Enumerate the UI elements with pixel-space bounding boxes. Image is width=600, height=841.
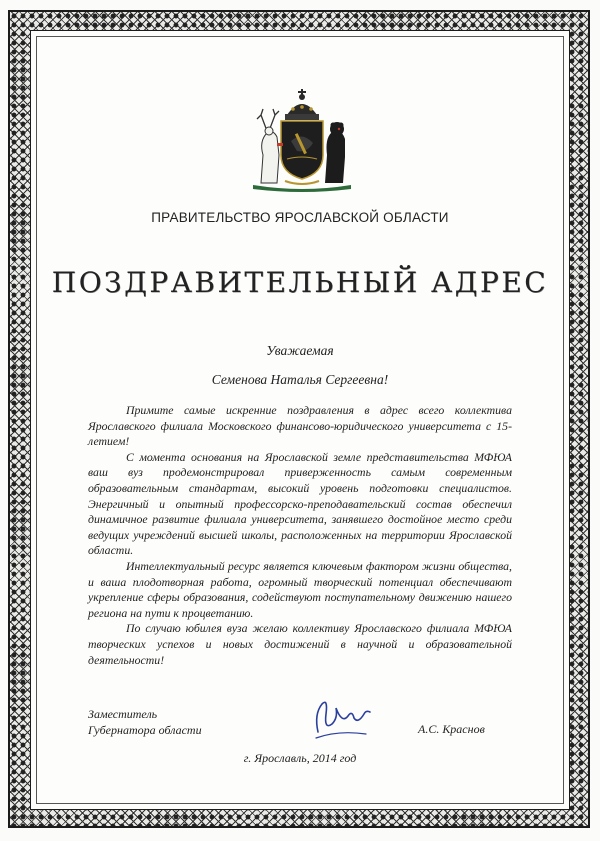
shield-icon — [281, 121, 323, 179]
document-title: ПОЗДРАВИТЕЛЬНЫЙ АДРЕС — [51, 266, 549, 299]
position-line: Губернатора области — [88, 723, 202, 737]
paragraph: По случаю юбилея вуза желаю коллективу Ярославского филиала МФЮА творческих успехов и новых достижений в научной и образовательной деятельности! — [88, 621, 512, 667]
paragraph: Интеллектуальный ресурс является ключевым фактором жизни общества, и ваша плодотворная работа, огромный творческий потенциал обеспечивают укрепление сферы образования, содействуют поступательному движению нашего региона на пути к процветанию. — [88, 558, 512, 620]
addressee-name: Семенова Наталья Сергеевна! — [211, 372, 389, 387]
position-line: Заместитель — [88, 707, 158, 721]
signatory-position — [88, 706, 202, 738]
crown-icon — [285, 89, 319, 120]
paragraph: С момента основания на Ярославской земле представительства МФЮА ваш вуз продемонстрировал приверженность самым современным образовательным стандартам, высокий уровень подготовки специалистов. Энергичный и опытный профессорско-преподавательский состав обеспечил динамичное развитие филиала университета, занявшего достойное место среди ведущих учреждений высшей школы, расположенных на территории Ярославской области. — [88, 449, 512, 558]
government-heading: ПРАВИТЕЛЬСТВО ЯРОСЛАВСКОЙ ОБЛАСТИ — [151, 210, 449, 225]
paragraph: Примите самые искренние поздравления в адрес всего коллектива Ярославского филиала Московского финансово-юридического университета с 15-летием! — [88, 403, 512, 449]
place-and-date: г. Ярославль, 2014 год — [243, 751, 357, 765]
salutation: Уважаемая — [266, 343, 334, 358]
ground-ribbon — [253, 185, 351, 192]
deer-supporter-icon — [257, 109, 283, 183]
coat-of-arms-emblem — [247, 85, 357, 193]
signatory-name: А.С. Краснов — [418, 722, 485, 736]
message-body — [88, 403, 512, 668]
handwritten-signature — [308, 694, 376, 744]
bear-supporter-icon — [325, 122, 345, 183]
